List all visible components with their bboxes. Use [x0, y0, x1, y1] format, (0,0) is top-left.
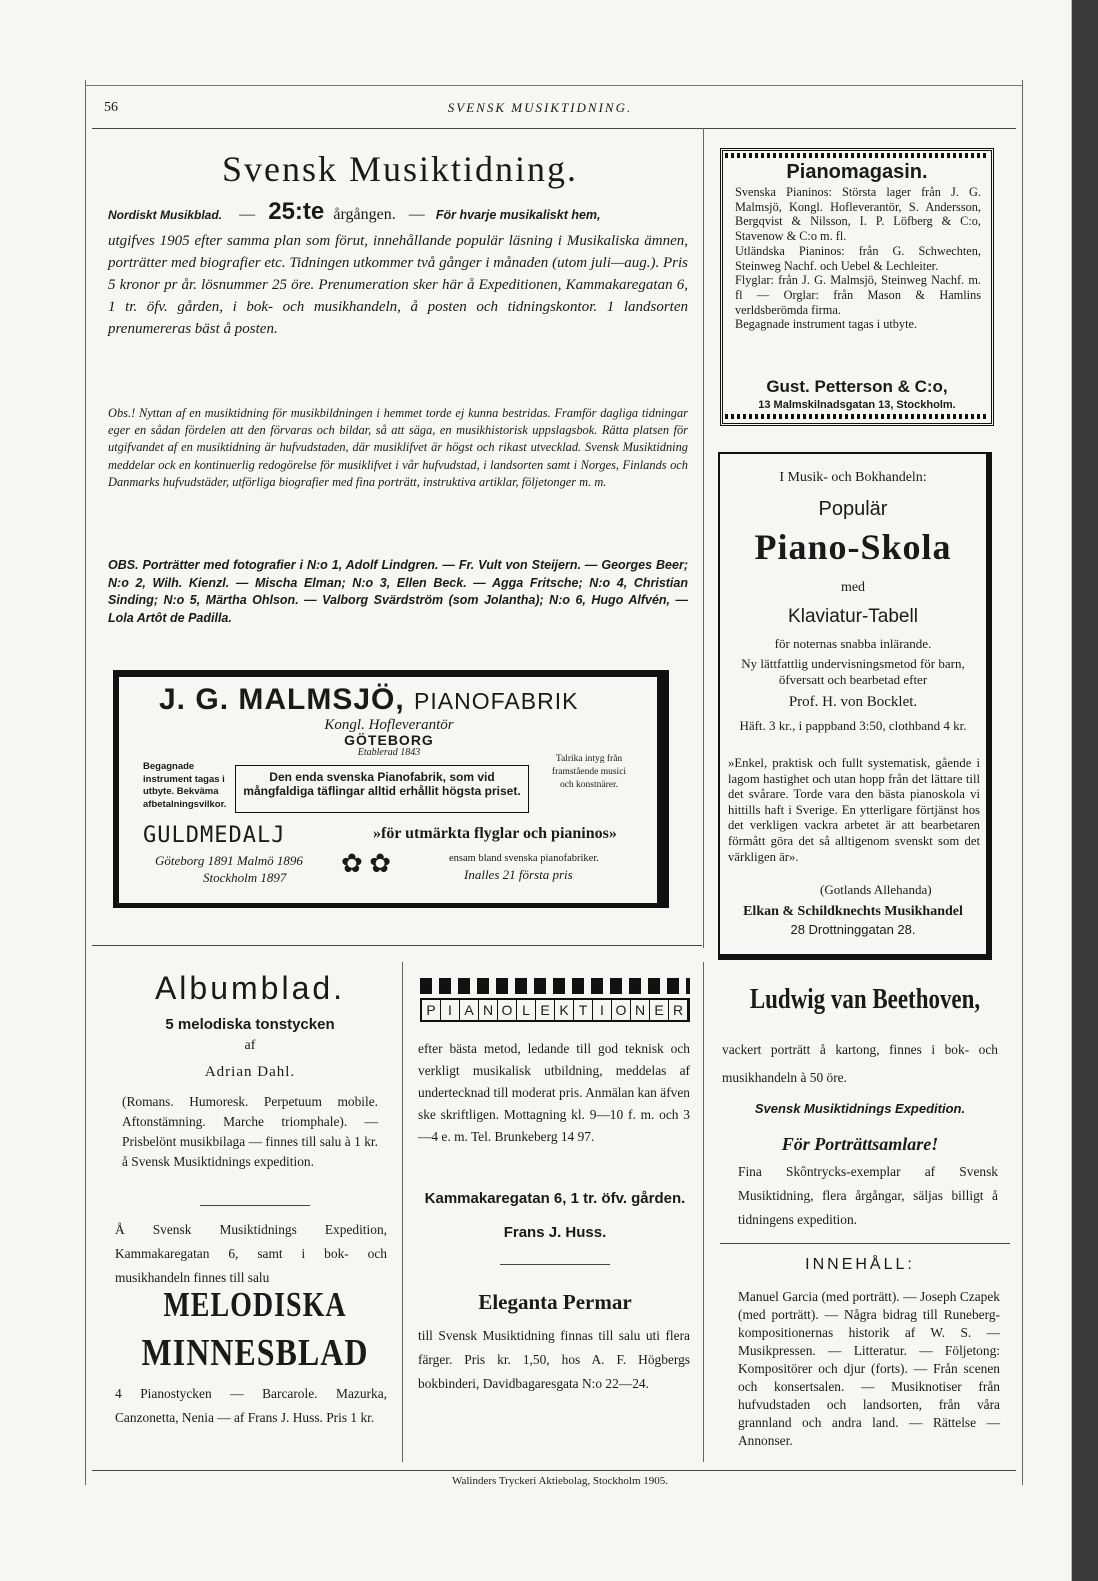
- pianoskola-intro: I Musik- och Bokhandeln:: [779, 470, 927, 485]
- hofleverantor: Kongl. Hofleverantör: [324, 717, 454, 733]
- beethoven-body: vackert porträtt å kartong, finnes i bok- och musikhandeln à 50 öre.: [722, 1042, 998, 1085]
- albumblad-pieces: 4 Pianostycken — Barcarole. Mazurka, Canzonetta, Nenia — af Frans J. Huss. Pris 1 kr.: [115, 1386, 387, 1425]
- pianomagasin-body: [735, 185, 981, 332]
- medal-for: »för utmärkta flyglar och pianinos»: [373, 825, 617, 842]
- pianolektioner-letter: A: [460, 1000, 479, 1020]
- innehall-rule: [720, 1243, 1010, 1244]
- edition-rest: årgången.: [333, 206, 396, 223]
- pianoskola-purpose: för noternas snabba inlärande.: [774, 636, 932, 651]
- albumblad-subtitle: 5 melodiska tonstycken: [165, 1016, 335, 1033]
- malmsjo-city: GÖTEBORG: [344, 732, 434, 748]
- petterson-address: 13 Malmskilnadsgatan 13, Stockholm.: [758, 399, 956, 411]
- column-divider-top: [703, 128, 704, 948]
- pianolektioner-letter: I: [441, 1000, 460, 1020]
- piano-keys-strip: [420, 978, 690, 994]
- pianolektioner-letter: T: [574, 1000, 593, 1020]
- pianomagasin-begagnade: Begagnade instrument tagas i utbyte.: [735, 317, 918, 332]
- masthead-body: utgifves 1905 efter samma plan som förut, innehållande populär läsning i Musikaliska ämnen, porträtter med biografier etc. Tidningen utkommer två gånger i månaden (utom juli—aug.). Pris 5 kronor pr år. lösnummer 25 öre. Prenumeration sker här å Expeditionen, Kammakaregatan 6, 1 tr. öfv. gården, i bok- och musikhandeln, å posten och tidningskontor. 1 landsorten prenumereras bäst å posten.: [108, 233, 688, 337]
- innehall-title: INNEHÅLL:: [805, 1256, 915, 1273]
- petterson-firm: Gust. Petterson & C:o,: [766, 377, 948, 396]
- malmsjo-title-rest: PIANOFABRIK: [414, 688, 579, 714]
- malmsjo-established: Etablerad 1843: [357, 747, 421, 758]
- guldmedalj: GULDMEDALJ: [143, 823, 286, 848]
- pianolektioner-banner: [420, 978, 690, 1024]
- pianolektioner-letter: I: [593, 1000, 612, 1020]
- pianoskola-address: 28 Drottninggatan 28.: [790, 922, 916, 937]
- pianolektioner-letters: [420, 998, 690, 1022]
- albumblad-body: (Romans. Humoresk. Perpetuum mobile. Aftonstämning. Marche triomphale). — Prisbelönt musikbilaga — finnes till salu à 1 kr. å Svensk Musiktidnings expedition.: [122, 1094, 378, 1169]
- malmsjo-ad: [118, 676, 658, 904]
- book-gutter: [1072, 0, 1098, 1581]
- albumblad-af: af: [244, 1038, 256, 1053]
- innehall-body: Manuel Garcia (med porträtt). — Joseph Czapek (med porträtt). — Några bidrag till Runeberg-kompositionernas historik af W. S. — Musikpressen. — Litteratur. — Följetong: Kompositörer och djur (forts). — Från scenen och konsertsalen. — Musiknotiser från hufvudstaden och landsorten, från våra grannland och andra land. — Rättelse — Annonser.: [738, 1289, 1000, 1448]
- pianoskola-title: Piano-Skola: [754, 527, 952, 567]
- collectors-body: Fina Skôntrycks-exemplar af Svensk Musiktidning, flera årgångar, säljas billigt å tidningens expedition.: [738, 1164, 998, 1227]
- albumblad-composer: Adrian Dahl.: [204, 1064, 296, 1080]
- pianolektioner-letter: E: [536, 1000, 555, 1020]
- pianolektioner-letter: O: [612, 1000, 631, 1020]
- ornament-border: [725, 153, 989, 158]
- pianoskola-popular: Populär: [818, 498, 888, 520]
- mid-rule: [92, 945, 702, 946]
- malmsjo-claim: Den enda svenska Pianofabrik, som vid mångfaldiga täflingar alltid erhållit högsta priset.: [235, 765, 529, 813]
- permar-title: Eleganta Permar: [478, 1290, 632, 1314]
- pianomagasin-title: Pianomagasin.: [786, 161, 928, 183]
- pianolektioner-letter: K: [555, 1000, 574, 1020]
- pianoskola-source: (Gotlands Allehanda): [820, 882, 932, 897]
- pianomagasin-ad: [720, 148, 994, 426]
- pianolektioner-letter: N: [479, 1000, 498, 1020]
- collectors-title: För Porträttsamlare!: [781, 1134, 939, 1154]
- albumblad-rule: [200, 1205, 310, 1206]
- pianolektioner-letter: R: [669, 1000, 688, 1020]
- header-rule: [92, 128, 1016, 129]
- column-divider-right: [703, 962, 704, 1462]
- pianoskola-publisher: Elkan & Schildknechts Musikhandel: [743, 904, 963, 919]
- pianolektioner-letter: N: [631, 1000, 650, 1020]
- medal-places: Göteborg 1891 Malmö 1896: [155, 853, 303, 868]
- footer-rule: [92, 1470, 1016, 1471]
- obs-note: Obs.! Nyttan af en musiktidning för musikbildningen i hemmet torde ej kunna bestridas. Framför dagliga tidningar eger en sådan fördelen att den förvaras och bildar, så att säga, en musikhistorisk uppslagsbok. Rätta platsen för utgifvandet af en musiktidning är hufvudstaden, där musiklifvet är högst och rikast utvecklad. Svensk Musiktidning meddelar ock en kontinuerlig redogörelse för musiklifvet i vår hufvudstad, i landsorten samt i Norges, Finlands och Danmarks hufvudstäder, utförliga biografier med fina porträtt, instruktiva artiklar, följetonger m. m.: [108, 406, 688, 489]
- pianolektioner-letter: E: [650, 1000, 669, 1020]
- pianomagasin-svenska: Svenska Pianinos: Största lager från J. G. Malmsjö, Kongl. Hofleverantör, S. Andersson, Bergqvist & Nilsson, I. P. Löfberg & C:o, Stavenow & C:o m. fl.: [735, 185, 981, 244]
- pianoskola-klaviatur: Klaviatur-Tabell: [788, 606, 918, 627]
- inalles-pris: Inalles 21 första pris: [464, 867, 573, 882]
- running-title: SVENSK MUSIKTIDNING.: [447, 100, 633, 115]
- page-number: 56: [104, 100, 118, 115]
- pianolektioner-body: efter bästa metod, ledande till god teknisk och verkligt musikalisk utbildning, meddelas af undertecknad till moderat pris. Anmälan kan äfven ske skriftligen. Mottagning kl. 9—10 f. m. och 3—4 e. m. Tel. Brunkeberg 14 97.: [418, 1041, 690, 1144]
- minnesblad-title: MINNESBLAD: [141, 1330, 369, 1374]
- pianolektioner-letter: L: [517, 1000, 536, 1020]
- masthead-line: Nordiskt Musikblad. — 25:te årgången. — För hvarje musikaliskt hem,: [108, 198, 601, 225]
- pianoskola-desc: Ny lättfattlig undervisningsmetod för barn, öfversatt och bearbetad efter: [741, 656, 965, 687]
- masthead-title: Svensk Musiktidning.: [221, 149, 579, 189]
- malmsjo-title: J. G. MALMSJÖ,: [159, 683, 405, 716]
- albumblad-title: Albumblad.: [154, 970, 346, 1006]
- tagline: För hvarje musikaliskt hem,: [435, 208, 601, 222]
- melodiska-title: MELODISKA: [163, 1286, 347, 1325]
- ornament-border-bottom: [725, 414, 989, 419]
- footer-printer: Walinders Tryckeri Aktiebolag, Stockholm 1905.: [451, 1475, 669, 1487]
- beethoven-title: Ludwig van Beethoven,: [749, 984, 981, 1015]
- albumblad-note: Å Svensk Musiktidnings Expedition, Kammakaregatan 6, samt i bok- och musikhandeln finnes till salu: [115, 1222, 387, 1285]
- pianolektioner-letter: O: [498, 1000, 517, 1020]
- edition-number: 25:te: [268, 198, 325, 225]
- beethoven-sign: Svensk Musiktidnings Expedition.: [754, 1101, 966, 1116]
- top-rule: [85, 85, 1023, 86]
- malmsjo-left-note: Begagnade instrument tagas i utbyte. Bekväma afbetalningsvilkor.: [143, 761, 227, 810]
- pianoskola-ad: [718, 452, 992, 960]
- pianoskola-med: med: [840, 580, 866, 595]
- pianoskola-price: Häft. 3 kr., i pappband 3:50, clothband 4 kr.: [739, 718, 967, 733]
- subtitle-nordiskt: Nordiskt Musikblad.: [108, 208, 223, 222]
- column-divider-left: [402, 962, 403, 1462]
- pianoskola-author: Prof. H. von Bocklet.: [788, 694, 918, 710]
- malmsjo-right-note: Talrika intyg från framstående musici och konstnärer.: [551, 754, 627, 790]
- pianolektioner-letter: P: [422, 1000, 441, 1020]
- medal-places-2: Stockholm 1897: [203, 870, 287, 885]
- pianomagasin-flyglar: Flyglar: från J. G. Malmsjö, Steinweg Nachf. m. fl — Orglar: från Mason & Hamlins verldsberömda firma.: [735, 273, 981, 317]
- pianomagasin-utlandska: Utländska Pianinos: från G. Schwechten, Steinweg Nachf. och Uebel & Lechleiter.: [735, 243, 981, 273]
- permar-body: till Svensk Musiktidning finnas till salu uti flera färger. Pris kr. 1,50, hos A. F. Högbergs bokbinderi, Davidbagaresgata N:o 22—24.: [418, 1328, 690, 1391]
- pianolektioner-address: Kammakaregatan 6, 1 tr. öfv. gården.: [424, 1190, 686, 1207]
- ensam-note: ensam bland svenska pianofabriker.: [449, 853, 599, 864]
- lektioner-rule: [500, 1264, 610, 1265]
- pianolektioner-name: Frans J. Huss.: [503, 1224, 607, 1241]
- flower-ornament-icon: ✿ ✿: [341, 849, 392, 878]
- pianoskola-quote: »Enkel, praktisk och fullt systematisk, gående i lagom hastighet och utan hopp från det lättare till det svårare. Torde vara den bästa pianoskola vi hittills haft i Sverige. En ytterligare förtjänst hos det verkligen vackra arbetet är att bearbetaren förmått göra det så alltigenom svenskt som det värkligen är».: [728, 756, 980, 864]
- portraits-note: OBS. Porträtter med fotografier i N:o 1, Adolf Lindgren. — Fr. Vult von Steijern. — Georges Beer; N:o 2, Wilh. Kienzl. — Mischa Elman; N:o 3, Ellen Beck. — Agga Fritsche; N:o 4, Christian Sinding; N:o 5, Märtha Ohlson. — Valborg Svärdström (som Jolantha); N:o 6, Hugo Alfvén, — Lola Artôt de Padilla.: [108, 558, 688, 625]
